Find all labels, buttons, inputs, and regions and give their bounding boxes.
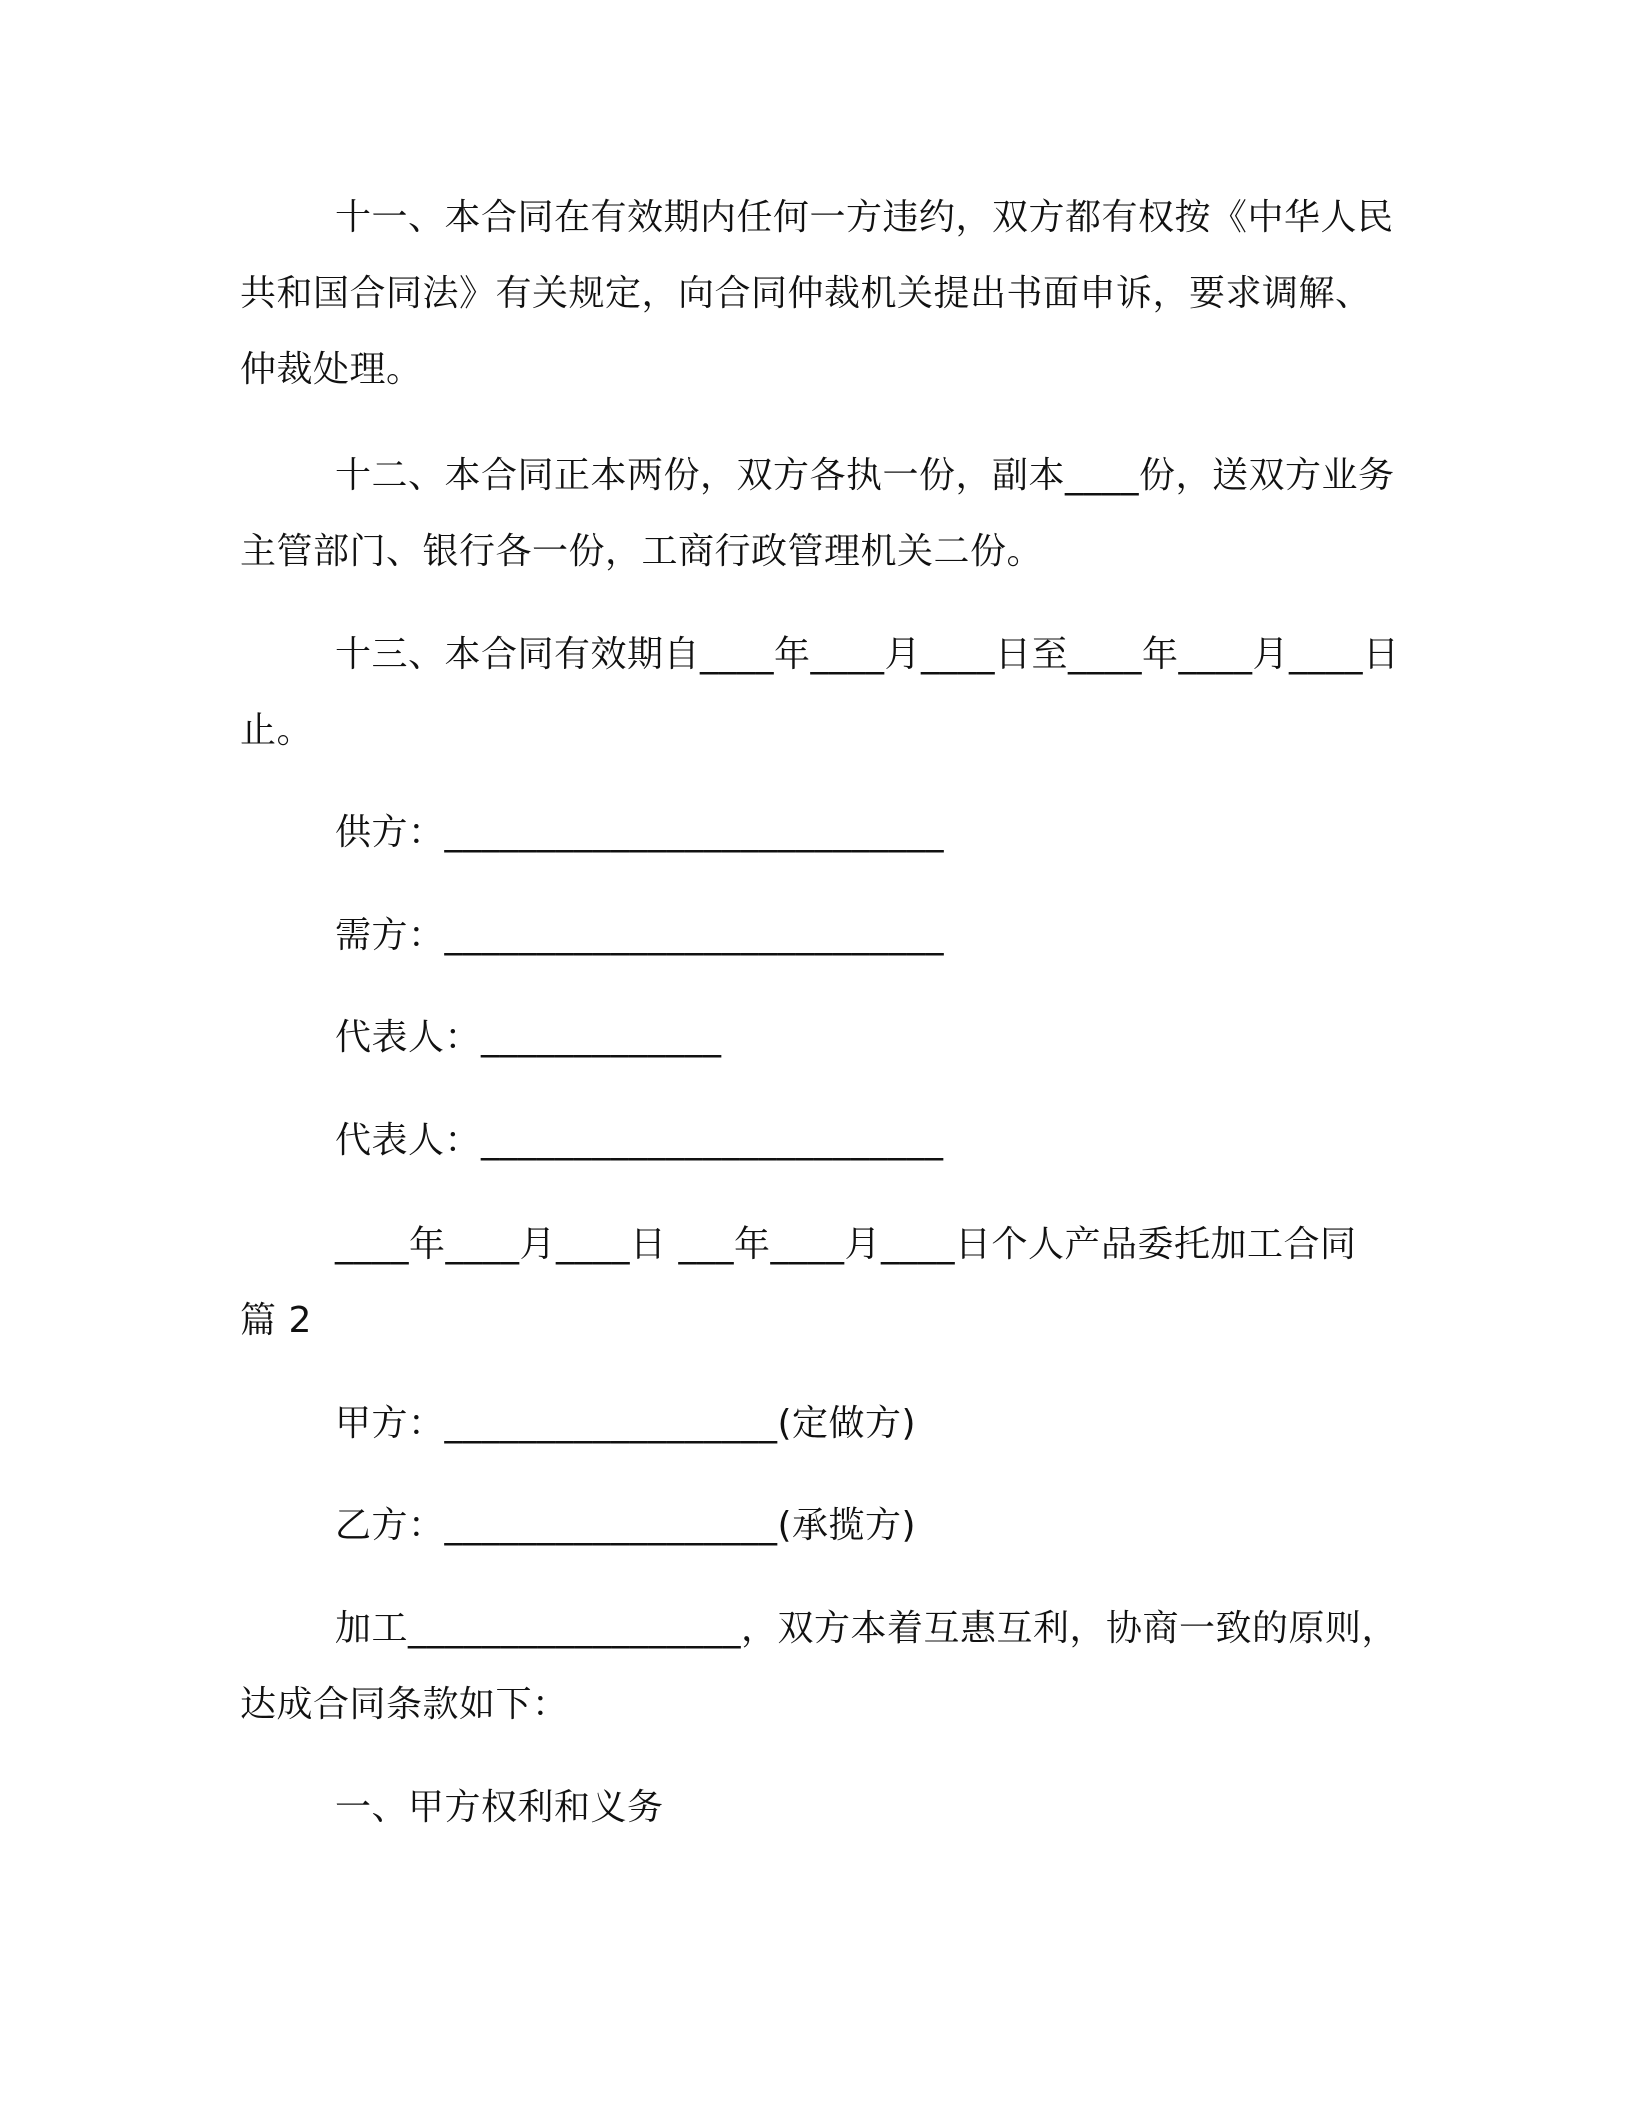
buyer-field: 需方：___________________________ (335, 915, 945, 956)
representative-field-1: 代表人：_____________ (335, 1017, 722, 1058)
date-and-contract-title: ____年____月____日 ___年____月____日个人产品委托加工合同 篇 2 (240, 1224, 1357, 1341)
clause-thirteen: 十三、本合同有效期自____年____月____日至____年____月____日止。 (240, 634, 1400, 751)
supplier-field: 供方：___________________________ (335, 812, 945, 853)
clause-twelve: 十二、本合同正本两份，双方各执一份，副本____份，送双方业务主管部门、银行各一份，工商行政管理机关二份。 (240, 455, 1395, 572)
party-a-field: 甲方：__________________(定做方) (335, 1403, 917, 1444)
clause-eleven: 十一、本合同在有效期内任何一方违约，双方都有权按《中华人民共和国合同法》有关规定，向合同仲裁机关提出书面申诉，要求调解、仲裁处理。 (240, 197, 1394, 390)
party-b-field: 乙方：__________________(承揽方) (335, 1505, 917, 1546)
section-heading-party-a: 一、甲方权利和义务 (335, 1787, 664, 1828)
representative-field-2: 代表人：_________________________ (335, 1120, 944, 1161)
processing-clause: 加工__________________，双方本着互惠互利，协商一致的原则，达成合同条款如下： (240, 1608, 1399, 1725)
